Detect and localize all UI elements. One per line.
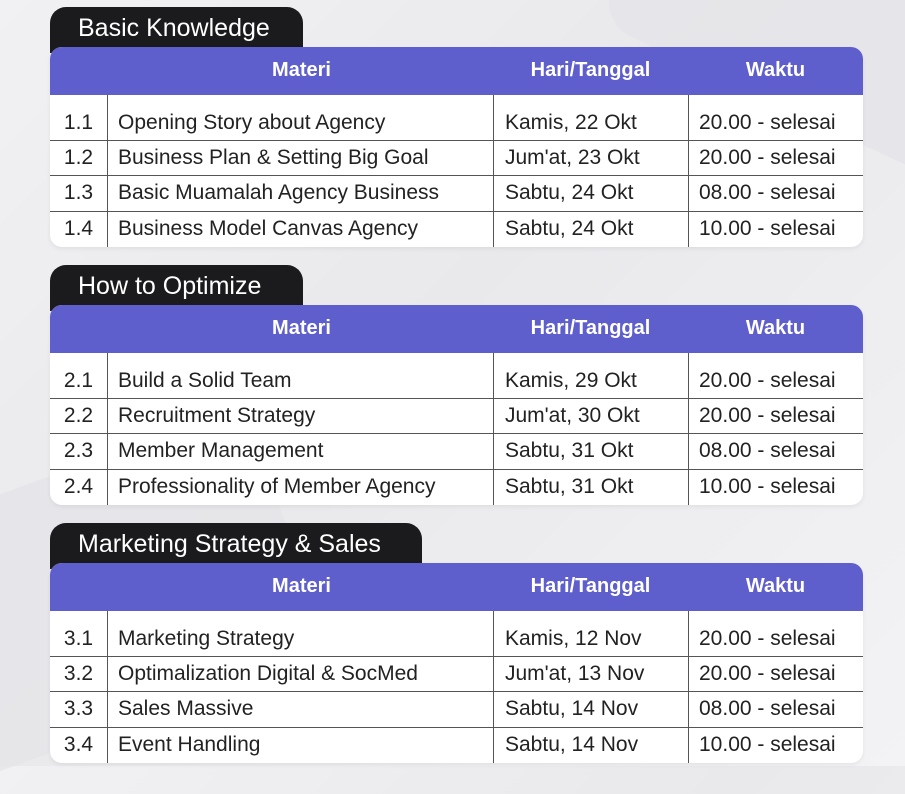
row-number: 1.2 [63, 146, 94, 169]
table-header [50, 305, 863, 353]
schedule-section [50, 7, 863, 249]
header-waktu: Waktu [745, 59, 806, 81]
table-row [50, 104, 863, 139]
row-waktu: 10.00 - selesai [699, 217, 836, 240]
table-header [50, 47, 863, 95]
row-materi: Business Plan & Setting Big Goal [118, 146, 429, 169]
table-row [50, 690, 863, 725]
row-number: 2.1 [63, 369, 94, 392]
schedule-section [50, 265, 863, 507]
row-materi: Build a Solid Team [118, 369, 292, 392]
row-number: 2.3 [63, 439, 94, 462]
row-waktu: 20.00 - selesai [699, 111, 836, 134]
row-waktu: 08.00 - selesai [699, 697, 836, 720]
section-title: Basic Knowledge [50, 7, 303, 53]
table-row [50, 468, 863, 503]
row-number: 3.2 [63, 662, 94, 685]
row-number: 3.1 [63, 627, 94, 650]
row-hari-tanggal: Sabtu, 24 Okt [505, 181, 634, 204]
schedule-section [50, 523, 863, 765]
row-hari-tanggal: Sabtu, 24 Okt [505, 217, 634, 240]
table-row [50, 397, 863, 432]
row-waktu: 20.00 - selesai [699, 369, 836, 392]
row-hari-tanggal: Kamis, 29 Okt [505, 369, 637, 392]
row-hari-tanggal: Sabtu, 14 Nov [505, 697, 639, 720]
row-hari-tanggal: Jum'at, 30 Okt [505, 404, 640, 427]
row-hari-tanggal: Jum'at, 23 Okt [505, 146, 640, 169]
table-row [50, 174, 863, 209]
row-materi: Event Handling [118, 733, 261, 756]
row-materi: Sales Massive [118, 697, 254, 720]
table-header [50, 563, 863, 611]
row-materi: Recruitment Strategy [118, 404, 316, 427]
row-hari-tanggal: Sabtu, 31 Okt [505, 439, 634, 462]
row-hari-tanggal: Jum'at, 13 Nov [505, 662, 645, 685]
row-waktu: 20.00 - selesai [699, 662, 836, 685]
schedule-table [50, 563, 863, 763]
table-row [50, 139, 863, 174]
row-waktu: 20.00 - selesai [699, 146, 836, 169]
row-waktu: 08.00 - selesai [699, 181, 836, 204]
row-materi: Basic Muamalah Agency Business [118, 181, 439, 204]
header-hari-tanggal: Hari/Tanggal [530, 317, 651, 339]
table-row [50, 655, 863, 690]
header-materi: Materi [272, 575, 331, 597]
header-waktu: Waktu [745, 575, 806, 597]
row-number: 3.4 [63, 733, 94, 756]
row-number: 2.4 [63, 475, 94, 498]
header-materi: Materi [272, 59, 331, 81]
row-materi: Professionality of Member Agency [118, 475, 436, 498]
header-materi: Materi [272, 317, 331, 339]
row-materi: Optimalization Digital & SocMed [118, 662, 418, 685]
row-materi: Marketing Strategy [118, 627, 295, 650]
row-waktu: 10.00 - selesai [699, 475, 836, 498]
row-hari-tanggal: Sabtu, 31 Okt [505, 475, 634, 498]
row-waktu: 10.00 - selesai [699, 733, 836, 756]
header-hari-tanggal: Hari/Tanggal [530, 575, 651, 597]
row-number: 3.3 [63, 697, 94, 720]
table-row [50, 210, 863, 245]
row-number: 1.4 [63, 217, 94, 240]
row-materi: Business Model Canvas Agency [118, 217, 418, 240]
row-hari-tanggal: Kamis, 12 Nov [505, 627, 642, 650]
schedule-table [50, 305, 863, 505]
table-row [50, 362, 863, 397]
row-waktu: 08.00 - selesai [699, 439, 836, 462]
header-waktu: Waktu [745, 317, 806, 339]
row-waktu: 20.00 - selesai [699, 404, 836, 427]
row-number: 1.1 [63, 111, 94, 134]
table-row [50, 432, 863, 467]
header-hari-tanggal: Hari/Tanggal [530, 59, 651, 81]
row-waktu: 20.00 - selesai [699, 627, 836, 650]
row-number: 1.3 [63, 181, 94, 204]
row-hari-tanggal: Sabtu, 14 Nov [505, 733, 639, 756]
table-row [50, 620, 863, 655]
schedule-table [50, 47, 863, 247]
section-title: Marketing Strategy & Sales [50, 523, 422, 569]
table-row [50, 726, 863, 761]
row-number: 2.2 [63, 404, 94, 427]
row-materi: Member Management [118, 439, 324, 462]
section-title: How to Optimize [50, 265, 303, 311]
row-hari-tanggal: Kamis, 22 Okt [505, 111, 637, 134]
row-materi: Opening Story about Agency [118, 111, 386, 134]
